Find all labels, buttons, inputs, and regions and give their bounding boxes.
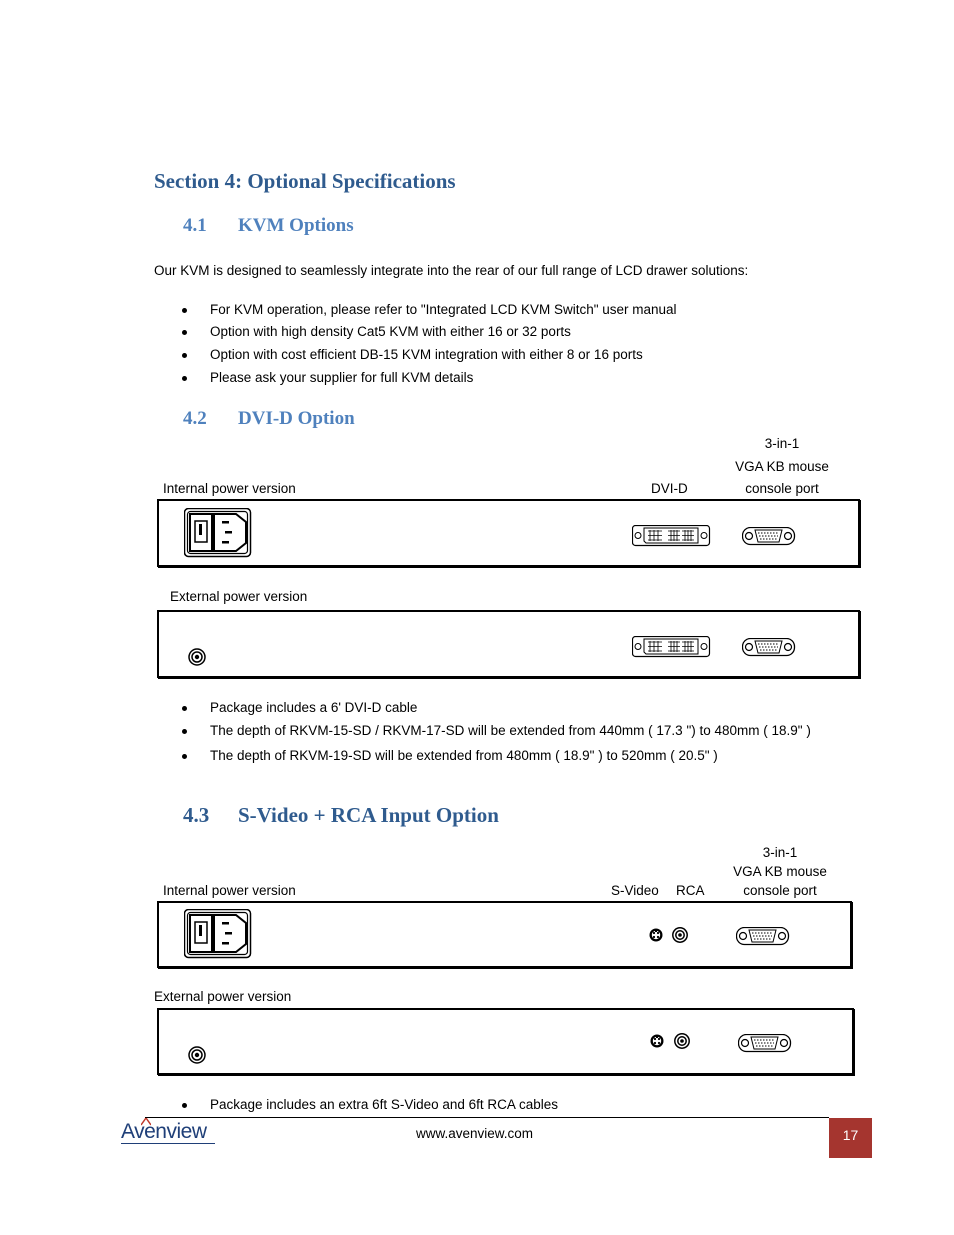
vga-port-icon bbox=[742, 527, 796, 546]
rear-panel-internal-power bbox=[157, 499, 860, 567]
section-title: Section 4: Optional Specifications bbox=[154, 169, 456, 193]
console-port-label-line1: 3-in-1 bbox=[762, 845, 798, 860]
svideo-port-icon bbox=[650, 1034, 665, 1049]
rca-port-icon bbox=[674, 1033, 691, 1050]
external-power-label: External power version bbox=[170, 589, 308, 604]
dvi-d-port-icon bbox=[632, 636, 711, 658]
dc-jack-icon bbox=[188, 648, 206, 666]
power-inlet-icon bbox=[184, 909, 252, 959]
rear-panel-external-power bbox=[157, 610, 860, 678]
rca-label: RCA bbox=[676, 883, 705, 898]
rear-panel-internal-power bbox=[157, 901, 852, 968]
heading-4-1-title: KVM Options bbox=[238, 215, 354, 236]
heading-4-2-title: DVI-D Option bbox=[238, 408, 355, 429]
svideo-label: S-Video bbox=[611, 883, 659, 898]
console-port-label-line3: console port bbox=[743, 883, 817, 898]
rca-port-icon bbox=[672, 927, 689, 944]
svideo-port-icon bbox=[649, 928, 664, 943]
console-port-label-line2: VGA KB mouse bbox=[735, 459, 829, 474]
dvi-d-port-icon bbox=[632, 525, 711, 547]
power-inlet-icon bbox=[184, 508, 252, 558]
vga-port-icon bbox=[738, 1034, 792, 1053]
page-number: 17 bbox=[829, 1118, 872, 1158]
console-port-label-line2: VGA KB mouse bbox=[733, 864, 827, 879]
console-port-label-line1: 3-in-1 bbox=[764, 436, 800, 451]
footer-logo: Avenview bbox=[121, 1120, 215, 1144]
kvm-intro-text: Our KVM is designed to seamlessly integrate into the rear of our full range of LCD drawer solutions: bbox=[154, 263, 749, 278]
vga-port-icon bbox=[736, 927, 790, 946]
heading-4-1-number: 4.1 bbox=[183, 215, 207, 236]
dvi-d-label: DVI-D bbox=[651, 481, 688, 496]
internal-power-label: Internal power version bbox=[163, 883, 296, 898]
footer-url[interactable]: www.avenview.com bbox=[416, 1126, 534, 1141]
internal-power-label: Internal power version bbox=[163, 481, 296, 496]
vga-port-icon bbox=[742, 638, 796, 657]
heading-4-2-number: 4.2 bbox=[183, 408, 207, 429]
heading-4-3-number: 4.3 bbox=[183, 803, 210, 827]
footer-divider bbox=[145, 1117, 829, 1118]
console-port-label-line3: console port bbox=[745, 481, 819, 496]
logo-accent-icon bbox=[141, 1118, 151, 1126]
dc-jack-icon bbox=[188, 1046, 206, 1064]
rear-panel-external-power bbox=[157, 1008, 854, 1075]
external-power-label: External power version bbox=[154, 989, 292, 1004]
heading-4-3-title: S-Video + RCA Input Option bbox=[238, 803, 499, 827]
